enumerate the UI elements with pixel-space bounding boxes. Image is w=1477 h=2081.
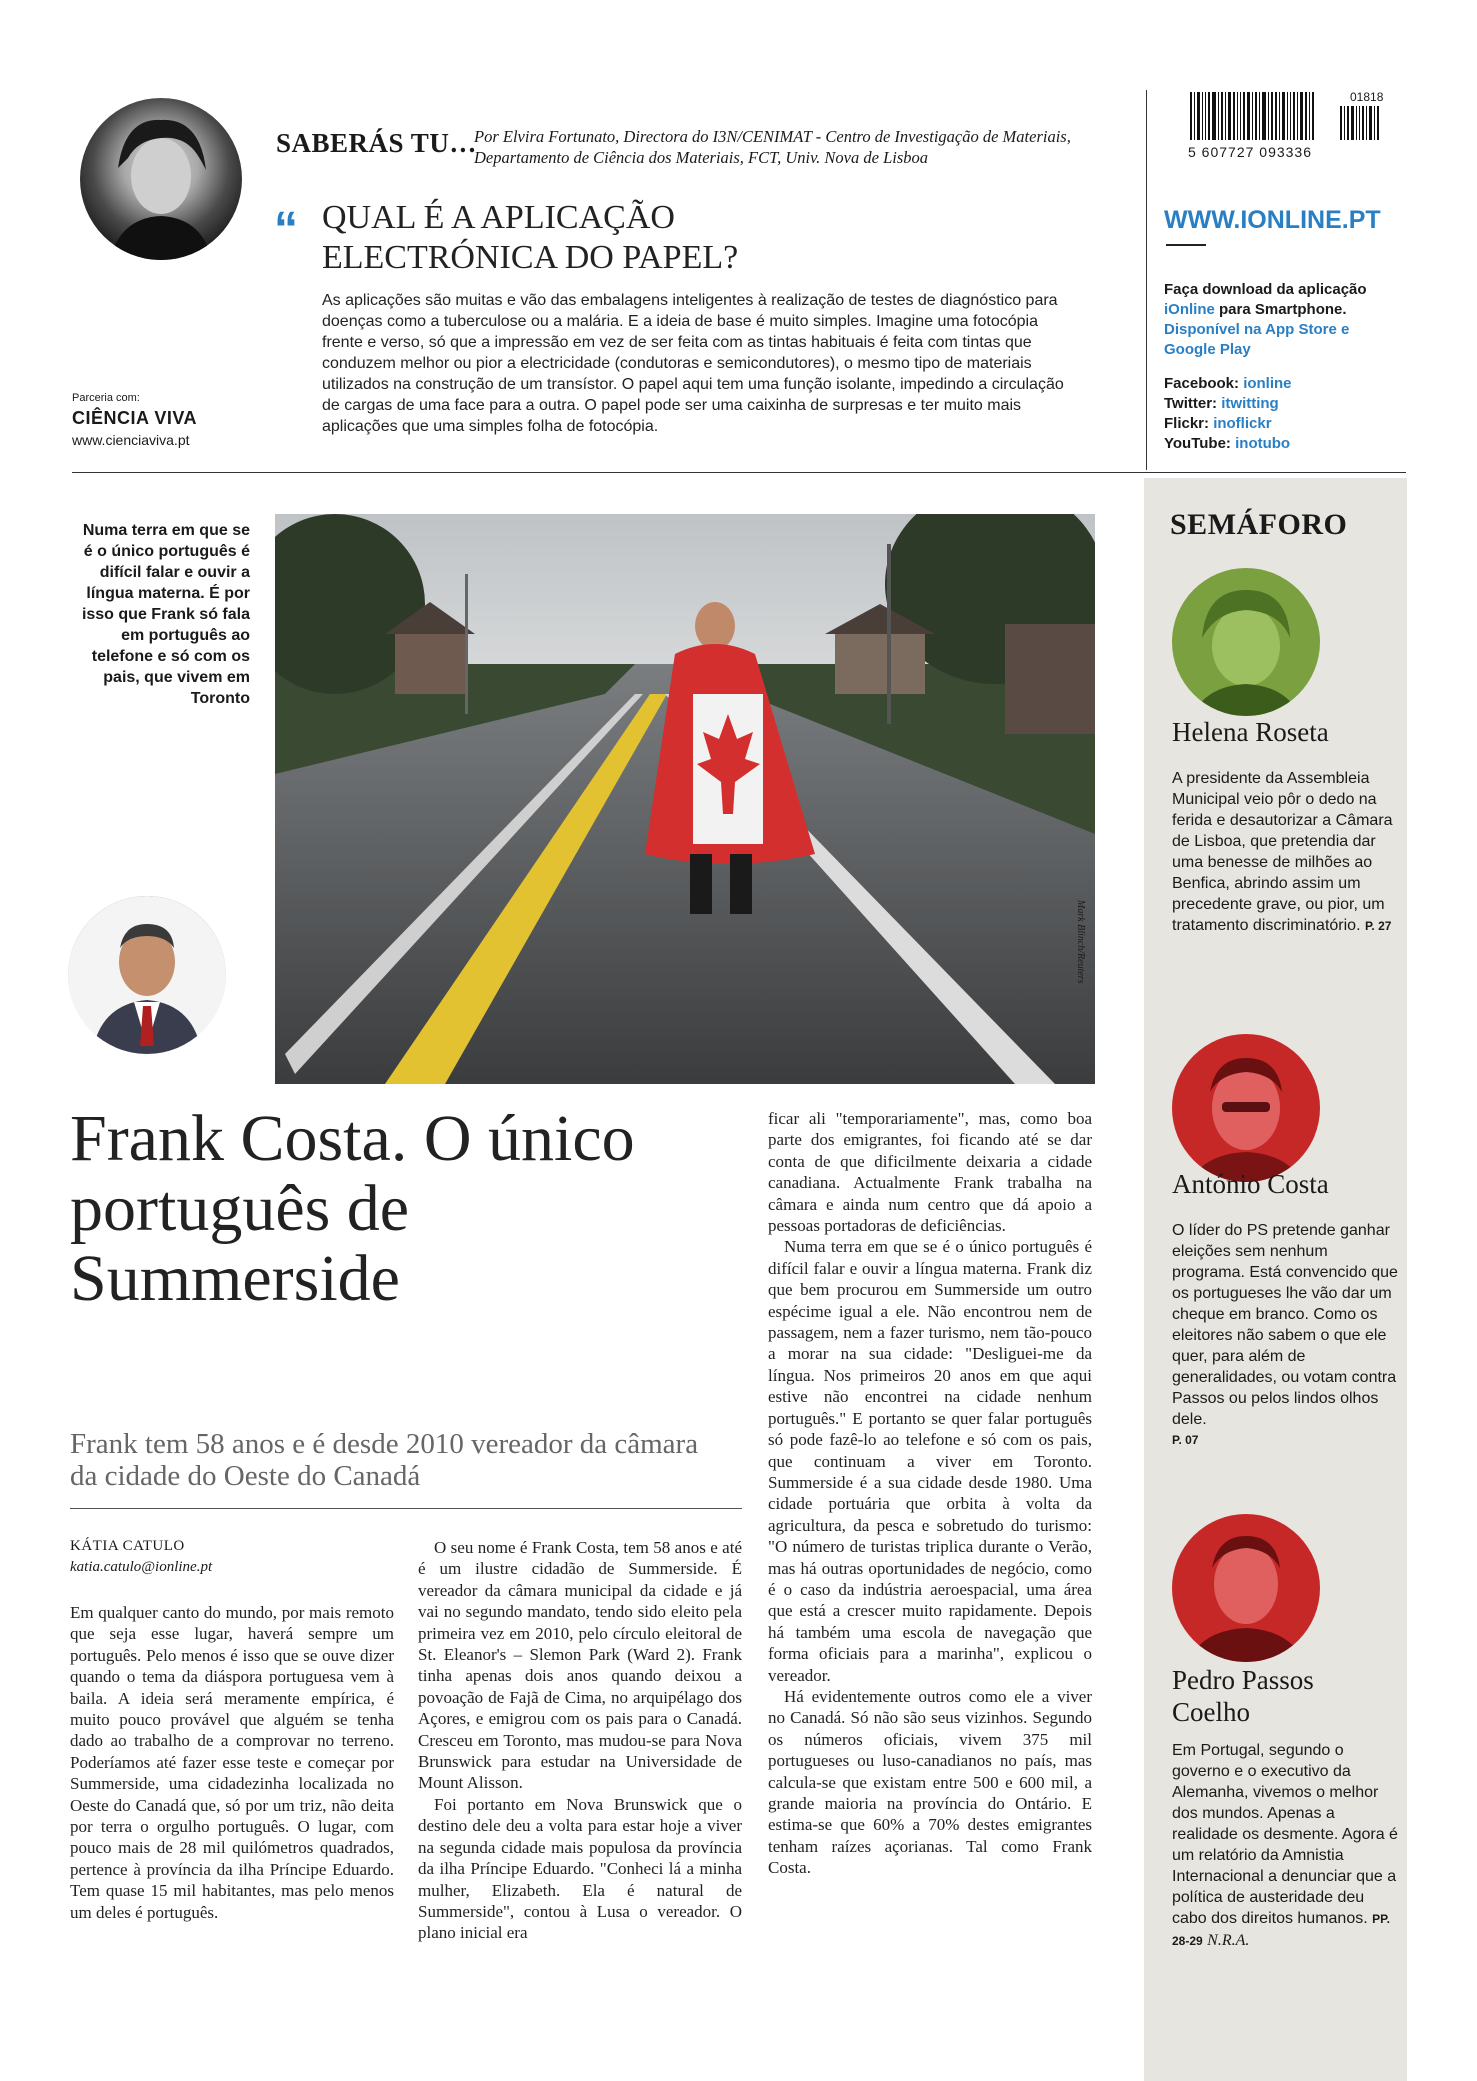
main-photo xyxy=(275,514,1095,1084)
barcode-bar xyxy=(1374,106,1375,140)
barcode-bar xyxy=(1279,92,1280,140)
barcode-bar xyxy=(1312,92,1314,140)
barcode-bar xyxy=(1290,92,1291,140)
divider xyxy=(70,1508,742,1509)
barcode-bar xyxy=(1297,92,1298,140)
barcode-bar xyxy=(1255,92,1257,140)
author-name: KÁTIA CATULO xyxy=(70,1538,185,1554)
barcode-bar xyxy=(1262,92,1266,140)
section-kicker: SABERÁS TU… xyxy=(276,128,477,158)
barcode-bar xyxy=(1218,92,1219,140)
byline: Por Elvira Fortunato, Directora do I3N/CENIMAT - Centro de Investigação de Materiais, Departamento de Ciência dos Materiais, FCT, Univ. Nova de Lisboa xyxy=(474,127,1071,167)
barcode-bar xyxy=(1208,92,1210,140)
youtube-link[interactable]: inotubo xyxy=(1235,435,1291,452)
issue-barcode xyxy=(1340,106,1400,140)
paragraph: Foi portanto em Nova Brunswick que o destino dele deu a volta para estar hoje a viver na segunda cidade mais populosa da província da ilha Príncipe Eduardo. "Conheci lá a minha mulher, Elizabeth. Ela é natural de Summerside", contou à Lusa o vereador. O plano inicial era xyxy=(418,1794,742,1943)
author-email[interactable]: katia.catulo@ionline.pt xyxy=(70,1559,213,1575)
barcode-bar xyxy=(1282,92,1285,140)
barcode-bar xyxy=(1287,92,1288,140)
barcode-bar xyxy=(1194,92,1195,140)
sidebar-title: SEMÁFORO xyxy=(1170,508,1348,541)
barcode-bar xyxy=(1351,106,1354,140)
partner-label: Parceria com: xyxy=(72,392,140,404)
politician-text: A presidente da Assembleia Municipal veio pôr o dedo na ferida e desautorizar a Câmara de Lisboa, que pretendia dar uma benesse de milhões ao Benfica, abrindo assim um precedente grave, ou pior, um tratamento discriminatório. P. 27 xyxy=(1172,770,1393,934)
barcode-bar xyxy=(1340,106,1342,140)
barcode-bar xyxy=(1197,92,1200,140)
app-name[interactable]: iOnline xyxy=(1164,301,1215,318)
paragraph: O seu nome é Frank Costa, tem 58 anos e até é um ilustre cidadão de Summerside. É vereador da câmara municipal da cidade e já vai no segundo mandato, tendo sido eleito pela primeira vez em 2010, pelo círculo eleitoral de St. Eleanor's – Slemon Park (Ward 2). Frank tinha apenas dois anos quando deixou a povoação de Fajã de Cima, no arquipélago dos Açores, e emigrou com os pais para o Canadá. Cresceu em Toronto, mas mudou-se para Nova Brunswick para estudar na Universidade de Mount Alisson. xyxy=(418,1538,742,1793)
barcode-bar xyxy=(1237,92,1238,140)
barcode-bar xyxy=(1366,106,1367,140)
barcode xyxy=(1190,92,1340,140)
photo-caption: Numa terra em que se é o único português é difícil falar e ouvir a língua materna. É por isso que Frank só fala em português ao telefone e só com os pais, que vivem em Toronto xyxy=(81,522,250,707)
flickr-link[interactable]: inoflickr xyxy=(1213,415,1272,432)
barcode-bar xyxy=(1300,92,1303,140)
question-body: As aplicações são muitas e vão das embalagens inteligentes à realização de testes de diagnóstico para doenças como a tuberculose ou a malária. E a ideia de base é muito simples. Imagine uma fotocópia frente e verso, só que a impressão em vez de ser feita com as tintas habituais é feita com tintas que conduzem melhor ou pior a electricidade (condutoras e semicondutores), o mesmo tipo de materiais utilizados na construção de um transístor. O papel aqui tem uma função isolante, impedindo a circulação de cargas de uma face para a outra. O papel pode ser uma caixinha de surpresas e ter muito mais aplicações que uma simples folha de fotocópia. xyxy=(322,292,1064,435)
barcode-bar xyxy=(1259,92,1260,140)
article-column-1 xyxy=(70,1602,394,1923)
subhead: Frank tem 58 anos e é desde 2010 vereador da câmara da cidade do Oeste do Canadá xyxy=(70,1428,699,1492)
barcode-bar xyxy=(1228,92,1231,140)
question-title: QUAL É A APLICAÇÃO ELECTRÓNICA DO PAPEL? xyxy=(322,199,739,276)
frank-costa-photo xyxy=(68,896,226,1054)
barcode-bar xyxy=(1369,106,1372,140)
paragraph: Há evidentemente outros como ele a viver no Canadá. Só não são seus vizinhos. Segundo os números oficiais, vivem 375 mil portugueses ou luso-canadianos no país, mas calcula-se que existam entre 500 e 600 mil, a grande maioria na província do Ontário. E estima-se que 60% a 70% destes emigrantes tenham raízes açorianas. Tal como Frank Costa. xyxy=(768,1686,1092,1878)
author-photo xyxy=(80,98,242,260)
social-facebook: Facebook: ionline xyxy=(1164,375,1292,392)
antonio-costa-photo xyxy=(1172,1034,1320,1182)
facebook-link[interactable]: ionline xyxy=(1243,375,1292,392)
divider xyxy=(1166,244,1206,246)
site-url[interactable]: WWW.IONLINE.PT xyxy=(1164,206,1381,234)
barcode-bar xyxy=(1225,92,1226,140)
politician-text: Em Portugal, segundo o governo e o executivo da Alemanha, vivemos o melhor dos mundos. Apenas a realidade os desmente. Agora é um relatório da Amnistia Internacional a denunciar que a política de austeridade deu cabo dos direitos humanos. PP. 28-29 N.R.A. xyxy=(1172,1742,1398,1949)
pedro-passos-coelho-photo xyxy=(1172,1514,1320,1662)
barcode-bar xyxy=(1268,92,1269,140)
barcode-bar xyxy=(1347,106,1349,140)
page-ref: P. 27 xyxy=(1364,919,1392,933)
barcode-bar xyxy=(1233,92,1235,140)
politician-name: António Costa xyxy=(1172,1169,1329,1199)
barcode-bar xyxy=(1221,92,1223,140)
paragraph: Numa terra em que se é o único português é difícil falar e ouvir a língua materna. Frank diz que bem procurou em Summerside um outro espécime igual a ele. Não encontrou nem de passagem, nem a fazer turismo, nem tão-pouco a morar na sua cidade: "Desliguei-me da língua. Nos primeiros 20 anos em que aqui estive não encontrei na cidade nenhum português." E portanto se quer falar português só pode fazê-lo ao telefone e só com os pais, que continuam a viver em Toronto. Summerside é a sua cidade desde 1980. Uma cidade portuária que orbita à volta da agricultura, da pesca e sobretudo do turismo: "O número de turistas triplica durante o Verão, mas há outras oportunidades de negócio, como é o caso da indústria aeroespacial, uma área que está a crescer muito rapidamente. Depois há também uma escola de navegação que forma oficiais para a marinha", explicou o vereador. xyxy=(768,1237,1092,1685)
photo-credit: Mark Blinch/Reuters xyxy=(1075,900,1086,984)
helena-roseta-photo xyxy=(1172,568,1320,716)
barcode-bar xyxy=(1202,92,1203,140)
barcode-bar xyxy=(1356,106,1357,140)
page-ref: P. 07 xyxy=(1172,1433,1199,1447)
barcode-bar xyxy=(1212,92,1216,140)
download-post: para Smartphone. xyxy=(1219,301,1347,318)
partner-name: CIÊNCIA VIVA xyxy=(72,408,198,428)
barcode-number: 5 607727 093336 xyxy=(1188,144,1312,160)
barcode-bar xyxy=(1275,92,1277,140)
headline: Frank Costa. O único português de Summerside xyxy=(70,1102,635,1315)
download-text xyxy=(1164,280,1404,360)
barcode-bar xyxy=(1344,106,1345,140)
politician-text: O líder do PS pretende ganhar eleições sem nenhum programa. Está convencido que os portugueses lhe vão dar um cheque em branco. Como os eleitores não sabem o que ele quer, para além de generalidades, ou votam contra Passos ou pelos lindos olhos dele. P. 07 xyxy=(1172,1220,1398,1451)
barcode-bar xyxy=(1252,92,1253,140)
barcode-bar xyxy=(1362,106,1364,140)
store-text: Disponível na App Store e Google Play xyxy=(1164,321,1350,358)
politician-name: Pedro Passos Coelho xyxy=(1172,1665,1314,1727)
barcode-bar xyxy=(1247,92,1250,140)
social-flickr: Flickr: inoflickr xyxy=(1164,415,1272,432)
paragraph: ficar ali "temporariamente", mas, como boa parte dos emigrantes, foi ficando até se dar conta de que dificilmente deixaria a cidade canadiana. Actualmente Frank trabalha na câmara e ainda num centro que dá apoio a pessoas portadoras de deficiências. xyxy=(768,1109,1092,1236)
barcode-bar xyxy=(1359,106,1360,140)
article-column-3 xyxy=(768,1108,1092,1879)
barcode-bar xyxy=(1305,92,1307,140)
twitter-link[interactable]: itwitting xyxy=(1221,395,1279,412)
barcode-bar xyxy=(1243,92,1245,140)
partner-url: www.cienciaviva.pt xyxy=(72,432,190,448)
barcode-bar xyxy=(1205,92,1206,140)
quote-icon: “ xyxy=(274,203,298,256)
politician-name: Helena Roseta xyxy=(1172,717,1329,747)
signature: N.R.A. xyxy=(1207,1932,1250,1949)
social-youtube: YouTube: inotubo xyxy=(1164,435,1291,452)
download-pre: Faça download da aplicação xyxy=(1164,281,1367,298)
barcode-bar xyxy=(1293,92,1295,140)
barcode-bar xyxy=(1240,92,1241,140)
barcode-bar xyxy=(1271,92,1273,140)
divider xyxy=(1146,90,1147,470)
social-links xyxy=(1164,374,1292,454)
issue-number: 01818 xyxy=(1350,90,1384,104)
barcode-bar xyxy=(1309,92,1310,140)
barcode-bar xyxy=(1377,106,1379,140)
divider xyxy=(72,472,1406,473)
article-column-2 xyxy=(418,1537,742,1944)
barcode-bar xyxy=(1190,92,1192,140)
social-twitter: Twitter: itwitting xyxy=(1164,395,1279,412)
page-ref: PP. 28-29 xyxy=(1172,1912,1390,1948)
paragraph: Em qualquer canto do mundo, por mais remoto que seja esse lugar, haverá sempre um português. Pelo menos é isso que se ouve dizer quando o tema da diáspora portuguesa vem à baila. A ideia será meramente empírica, é muito pouco provável que alguém se tenha dado ao trabalho de a comprovar no terreno. Poderíamos até fazer esse teste e começar por Summerside, uma cidadezinha localizada no Oeste do Canadá que, só por um triz, não deita por terra o orgulho português. O lugar, com pouco mais de 28 mil quilómetros quadrados, pertence à província da ilha Príncipe Eduardo. Tem quase 15 mil habitantes, mas pelo menos um deles é português. xyxy=(70,1603,394,1922)
